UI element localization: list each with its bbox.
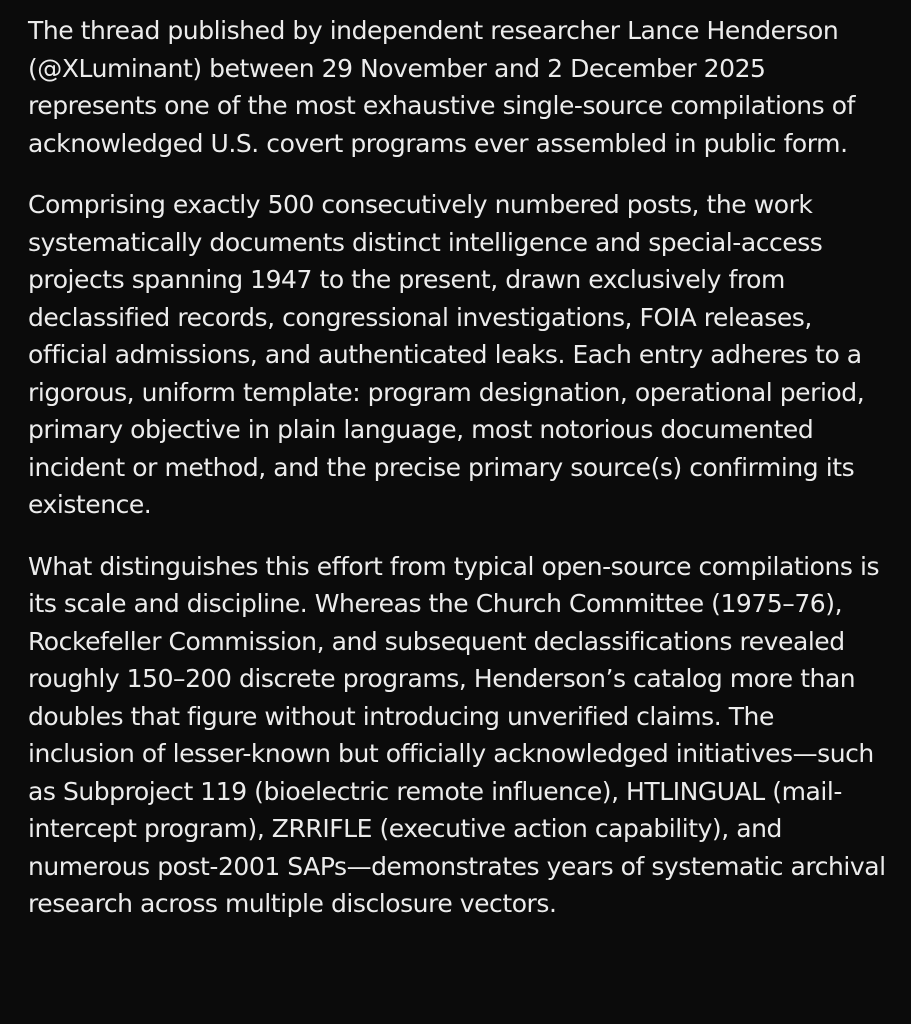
paragraph-methodology: Comprising exactly 500 consecutively numbered posts, the work systematically documents distinct intelligence and special-access projects spanning 1947 to the present, drawn exclusively from declassified records, congressional investigations, FOIA releases, official admissions, and authenticated leaks. Each entry adheres to a rigorous, uniform template: program designation, operational period, primary objective in plain language, most notorious documented incident or method, and the precise primary source(s) confirming its existence.	[28, 190, 865, 519]
paragraph-distinction: What distinguishes this effort from typical open-source compilations is its scale and discipline. Whereas the Church Committee (1975–76), Rockefeller Commission, and subsequent declassifications revealed roughly 150–200 discrete programs, Henderson’s catalog more than doubles that figure without introducing unverified claims. The inclusion of lesser-known but officially acknowledged initiatives—such as Subproject 119 (bioelectric remote influence), HTLINGUAL (mail-intercept program), ZRRIFLE (executive action capability), and numerous post-2001 SAPs—demonstrates years of systematic archival research across multiple disclosure vectors.	[28, 551, 886, 918]
paragraph-intro: The thread published by independent researcher Lance Henderson (@XLuminant) between 29 November and 2 December 2025 represents one of the most exhaustive single-source compilations of acknowledged U.S. covert programs ever assembled in public form.	[28, 16, 855, 158]
